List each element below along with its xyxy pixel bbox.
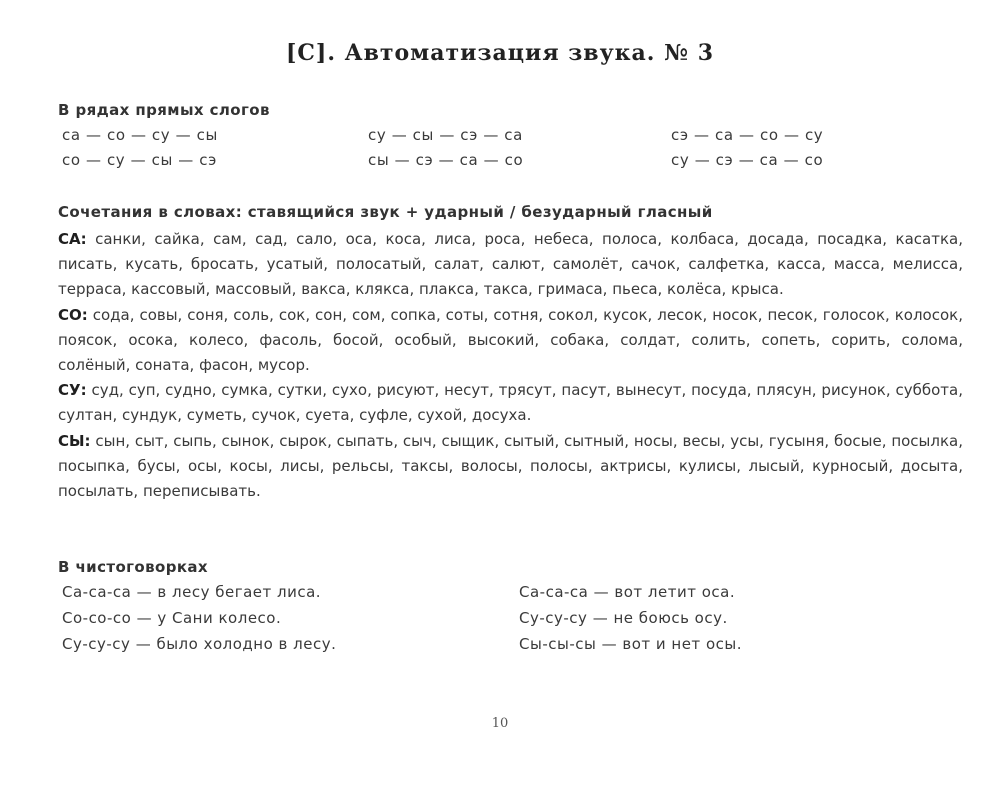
word-groups bbox=[58, 227, 963, 504]
tongue-twister: Са-са-са — в лесу бегает лиса. bbox=[62, 583, 322, 601]
group-label: СЫ: bbox=[58, 431, 91, 450]
tongue-twister: Сы-сы-сы — вот и нет осы. bbox=[519, 635, 742, 653]
word-group-so bbox=[58, 303, 963, 379]
group-label: СА: bbox=[58, 230, 87, 248]
word-group-sy bbox=[58, 429, 963, 505]
group-label: СО: bbox=[58, 305, 88, 324]
tongue-twister: Су-су-су — было холодно в лесу. bbox=[62, 635, 337, 653]
group-words: санки, сайка, сам, сад, сало, оса, коса, лиса, роса, небеса, полоса, колбаса, досада, посадка, касатка, писать, кусать, бросать, усатый, полосатый, салат, салют, самолёт, сачок, салфетка, касса, масса, мелисса, терраса, кассовый, массовый, вакса, клякса, плакса, такса, гримаса, пьеса, колёса, крыса. bbox=[58, 230, 963, 299]
word-group-su bbox=[58, 378, 963, 428]
group-words: сын, сыт, сыпь, сынок, сырок, сыпать, сыч, сыщик, сытый, сытный, носы, весы, усы, гусыня, босые, посылка, посыпка, бусы, осы, косы, лисы, рельсы, таксы, волосы, полосы, актрисы, кулисы, лысый, курносый, досыта, посылать, переписывать. bbox=[58, 431, 963, 501]
group-words: суд, суп, судно, сумка, сутки, сухо, рисуют, несут, трясут, пасут, вынесут, посуда, плясун, рисунок, суббота, султан, сундук, суметь, сучок, суета, суфле, сухой, досуха. bbox=[58, 381, 963, 425]
tongue-twister: Са-са-са — вот летит оса. bbox=[519, 583, 736, 601]
page-title: [С]. Автоматизация звука. № 3 bbox=[286, 40, 714, 66]
syllable-row: су — сэ — са — со bbox=[671, 151, 824, 169]
section-heading-tongue-twisters: В чистоговорках bbox=[58, 558, 209, 576]
syllable-row: сэ — са — со — су bbox=[671, 126, 824, 144]
group-words: сода, совы, соня, соль, сок, сон, сом, сопка, соты, сотня, сокол, кусок, лесок, носок, песок, голосок, колосок, поясок, осока, колесо, фасоль, босой, особый, высокий, собака, солдат, солить, сопеть, сорить, солома, солёный, соната, фасон, мусор. bbox=[58, 305, 963, 375]
tongue-twister: Со-со-со — у Сани колесо. bbox=[62, 609, 282, 627]
word-group-sa bbox=[58, 227, 963, 303]
page-number: 10 bbox=[491, 716, 509, 731]
syllable-row: су — сы — сэ — са bbox=[368, 126, 523, 144]
syllable-row: со — су — сы — сэ bbox=[62, 151, 217, 169]
group-label: СУ: bbox=[58, 381, 87, 400]
tongue-twister: Су-су-су — не боюсь осу. bbox=[519, 609, 728, 627]
syllable-row: сы — сэ — са — со bbox=[368, 151, 524, 169]
section-heading-syllables: В рядах прямых слогов bbox=[58, 101, 270, 119]
syllable-row: са — со — су — сы bbox=[62, 126, 218, 144]
section-heading-words: Сочетания в словах: ставящийся звук + ударный / безударный гласный bbox=[58, 203, 713, 221]
